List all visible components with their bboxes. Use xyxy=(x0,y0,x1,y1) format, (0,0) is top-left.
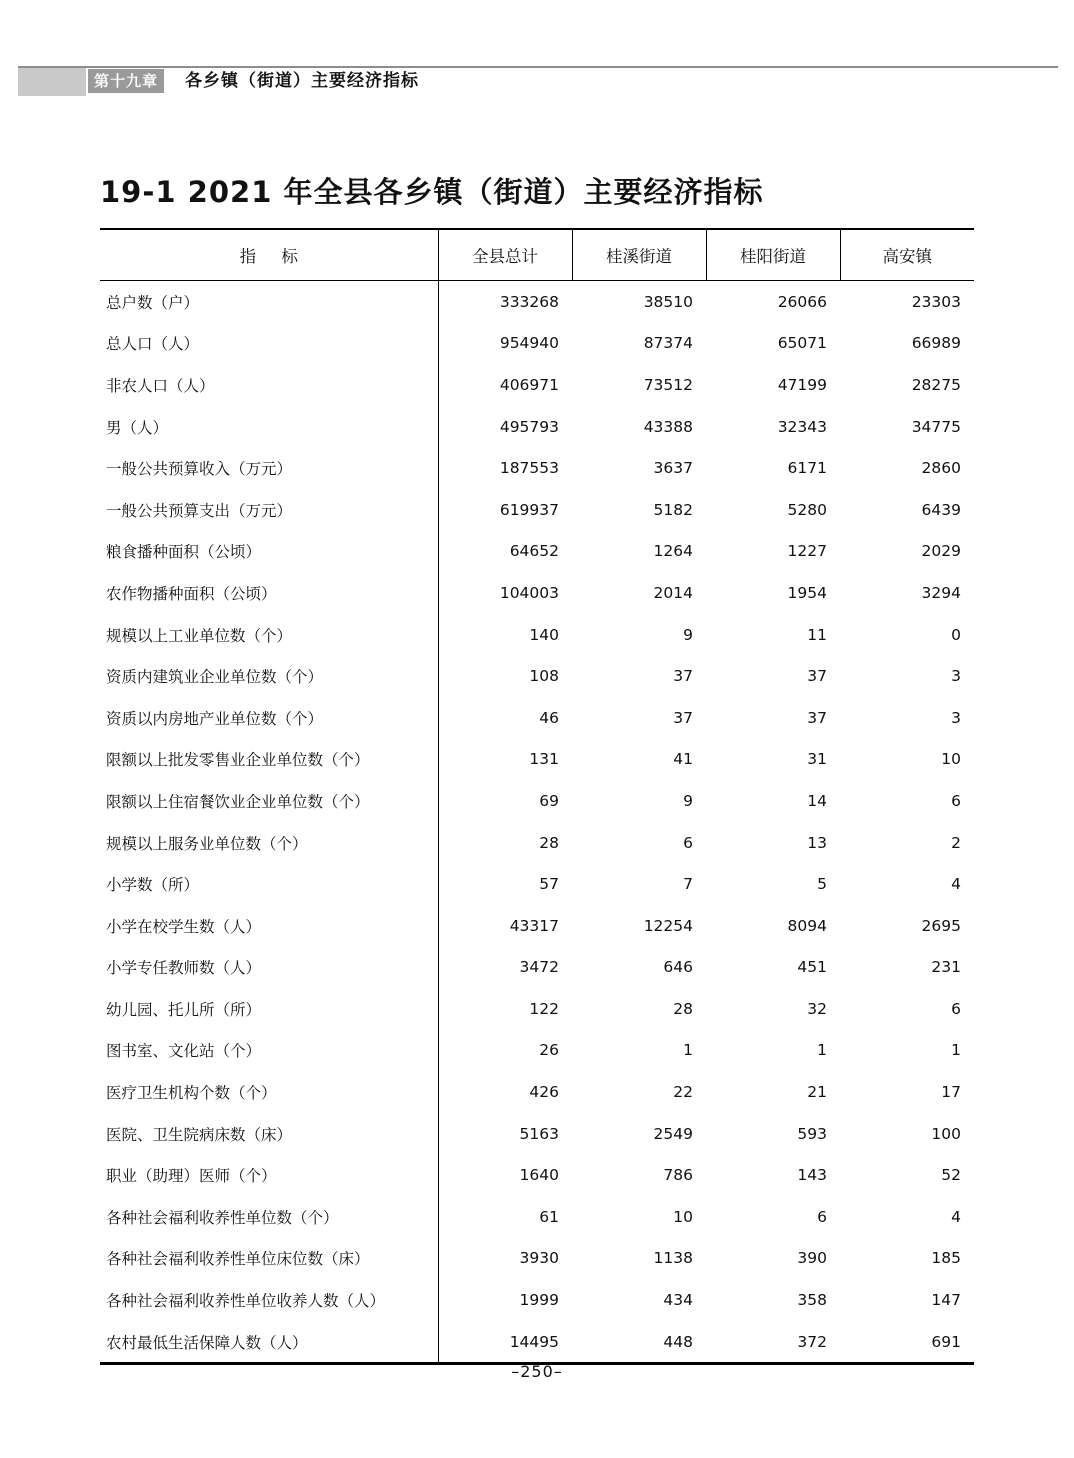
cell-value: 66989 xyxy=(911,334,961,353)
cell-value: 2 xyxy=(951,833,961,852)
cell-value: 786 xyxy=(663,1166,693,1185)
cell-value: 646 xyxy=(663,958,693,977)
column-header-gaoan: 高安镇 xyxy=(840,229,974,281)
table-row xyxy=(100,1113,974,1155)
table-row xyxy=(100,1071,974,1113)
table-row xyxy=(100,572,974,614)
cell-value: 3930 xyxy=(438,1238,572,1280)
cell-value: 6 xyxy=(683,833,693,852)
column-header-indicator: 指 标 xyxy=(239,247,308,266)
cell-value: 11 xyxy=(807,625,827,644)
table-title: 19-1 2021 年全县各乡镇（街道）主要经济指标 xyxy=(100,175,764,209)
row-label: 一般公共预算收入（万元） xyxy=(106,460,293,479)
row-label: 规模以上服务业单位数（个） xyxy=(106,834,308,853)
row-label: 规模以上工业单位数（个） xyxy=(106,626,293,645)
table-row xyxy=(100,988,974,1030)
header-divider xyxy=(18,66,1058,68)
cell-value: 593 xyxy=(797,1124,827,1143)
cell-value: 100 xyxy=(931,1124,961,1143)
table-header-row xyxy=(100,229,974,281)
cell-value: 43388 xyxy=(643,417,693,436)
cell-value: 131 xyxy=(438,739,572,781)
table-row xyxy=(100,364,974,406)
cell-value: 426 xyxy=(438,1071,572,1113)
page-number: –250– xyxy=(511,1362,563,1381)
cell-value: 448 xyxy=(663,1332,693,1351)
cell-value: 57 xyxy=(438,863,572,905)
cell-value: 143 xyxy=(797,1166,827,1185)
cell-value: 46 xyxy=(438,697,572,739)
cell-value: 32343 xyxy=(777,417,827,436)
cell-value: 28 xyxy=(673,999,693,1018)
table-row xyxy=(100,905,974,947)
row-label: 各种社会福利收养性单位数（个） xyxy=(106,1208,339,1227)
cell-value: 140 xyxy=(438,614,572,656)
cell-value: 65071 xyxy=(777,334,827,353)
row-label: 资质内建筑业企业单位数（个） xyxy=(106,668,324,687)
cell-value: 28275 xyxy=(911,375,961,394)
chapter-tag: 第十九章 xyxy=(88,69,164,93)
table-row xyxy=(100,655,974,697)
cell-value: 495793 xyxy=(438,406,572,448)
cell-value: 1138 xyxy=(653,1249,693,1268)
cell-value: 3637 xyxy=(653,459,693,478)
cell-value: 954940 xyxy=(438,323,572,365)
row-label: 农村最低生活保障人数（人） xyxy=(106,1333,308,1352)
row-label: 医疗卫生机构个数（个） xyxy=(106,1084,277,1103)
cell-value: 31 xyxy=(807,750,827,769)
table-row xyxy=(100,614,974,656)
cell-value: 10 xyxy=(941,750,961,769)
cell-value: 28 xyxy=(438,822,572,864)
cell-value: 5163 xyxy=(438,1113,572,1155)
table-header xyxy=(100,229,974,281)
cell-value: 6171 xyxy=(787,459,827,478)
cell-value: 104003 xyxy=(438,572,572,614)
cell-value: 4 xyxy=(951,1207,961,1226)
cell-value: 3294 xyxy=(921,583,961,602)
cell-value: 619937 xyxy=(438,489,572,531)
row-label: 各种社会福利收养性单位收养人数（人） xyxy=(106,1292,386,1311)
row-label: 小学专任教师数（人） xyxy=(106,959,262,978)
row-label: 总户数（户） xyxy=(106,293,200,312)
header-decoration-block xyxy=(18,68,86,96)
row-label: 农作物播种面积（公顷） xyxy=(106,584,277,603)
cell-value: 26066 xyxy=(777,292,827,311)
cell-value: 61 xyxy=(438,1196,572,1238)
cell-value: 87374 xyxy=(643,334,693,353)
row-label: 小学在校学生数（人） xyxy=(106,917,262,936)
row-label: 粮食播种面积（公顷） xyxy=(106,543,262,562)
cell-value: 5 xyxy=(817,875,827,894)
cell-value: 6 xyxy=(951,999,961,1018)
table-row xyxy=(100,697,974,739)
cell-value: 13 xyxy=(807,833,827,852)
cell-value: 372 xyxy=(797,1332,827,1351)
cell-value: 26 xyxy=(438,1030,572,1072)
cell-value: 5182 xyxy=(653,500,693,519)
cell-value: 37 xyxy=(807,667,827,686)
table-row xyxy=(100,947,974,989)
cell-value: 21 xyxy=(807,1083,827,1102)
statistics-table-wrapper xyxy=(100,228,974,1362)
column-header-county-total: 全县总计 xyxy=(438,229,572,281)
cell-value: 3 xyxy=(951,708,961,727)
table-row xyxy=(100,447,974,489)
cell-value: 358 xyxy=(797,1291,827,1310)
cell-value: 185 xyxy=(931,1249,961,1268)
table-row xyxy=(100,1154,974,1196)
cell-value: 4 xyxy=(951,875,961,894)
row-label: 各种社会福利收养性单位床位数（床） xyxy=(106,1250,370,1269)
row-label: 一般公共预算支出（万元） xyxy=(106,501,293,520)
cell-value: 1 xyxy=(951,1041,961,1060)
cell-value: 147 xyxy=(931,1291,961,1310)
cell-value: 43317 xyxy=(438,905,572,947)
table-row xyxy=(100,739,974,781)
cell-value: 12254 xyxy=(643,916,693,935)
row-label: 小学数（所） xyxy=(106,876,200,895)
cell-value: 2695 xyxy=(921,916,961,935)
cell-value: 47199 xyxy=(777,375,827,394)
cell-value: 17 xyxy=(941,1083,961,1102)
row-label: 医院、卫生院病床数（床） xyxy=(106,1125,293,1144)
cell-value: 0 xyxy=(951,625,961,644)
cell-value: 3472 xyxy=(438,947,572,989)
running-header xyxy=(0,66,1074,100)
cell-value: 1999 xyxy=(438,1279,572,1321)
cell-value: 9 xyxy=(683,625,693,644)
row-label: 总人口（人） xyxy=(106,335,200,354)
cell-value: 32 xyxy=(807,999,827,1018)
cell-value: 1227 xyxy=(787,542,827,561)
cell-value: 2860 xyxy=(921,459,961,478)
column-header-guixi: 桂溪街道 xyxy=(572,229,706,281)
cell-value: 2014 xyxy=(653,583,693,602)
cell-value: 3 xyxy=(951,667,961,686)
table-row xyxy=(100,1030,974,1072)
cell-value: 6439 xyxy=(921,500,961,519)
cell-value: 37 xyxy=(673,667,693,686)
column-header-guiyang: 桂阳街道 xyxy=(706,229,840,281)
cell-value: 14495 xyxy=(438,1321,572,1363)
cell-value: 73512 xyxy=(643,375,693,394)
row-label: 职业（助理）医师（个） xyxy=(106,1167,277,1186)
row-label: 幼儿园、托儿所（所） xyxy=(106,1000,262,1019)
cell-value: 451 xyxy=(797,958,827,977)
cell-value: 333268 xyxy=(438,281,572,323)
row-label: 图书室、文化站（个） xyxy=(106,1042,262,1061)
table-row xyxy=(100,531,974,573)
row-label: 非农人口（人） xyxy=(106,376,215,395)
table-row xyxy=(100,1196,974,1238)
cell-value: 37 xyxy=(807,708,827,727)
row-label: 限额以上批发零售业企业单位数（个） xyxy=(106,751,370,770)
table-row xyxy=(100,863,974,905)
cell-value: 231 xyxy=(931,958,961,977)
statistics-table xyxy=(100,228,974,1362)
cell-value: 69 xyxy=(438,780,572,822)
table-row xyxy=(100,281,974,323)
cell-value: 6 xyxy=(951,791,961,810)
cell-value: 64652 xyxy=(438,531,572,573)
row-label: 资质以内房地产业单位数（个） xyxy=(106,709,324,728)
cell-value: 1 xyxy=(683,1041,693,1060)
cell-value: 9 xyxy=(683,791,693,810)
cell-value: 6 xyxy=(817,1207,827,1226)
table-row xyxy=(100,1238,974,1280)
table-row xyxy=(100,1279,974,1321)
table-row xyxy=(100,822,974,864)
cell-value: 7 xyxy=(683,875,693,894)
cell-value: 8094 xyxy=(787,916,827,935)
table-row xyxy=(100,323,974,365)
cell-value: 41 xyxy=(673,750,693,769)
cell-value: 390 xyxy=(797,1249,827,1268)
cell-value: 187553 xyxy=(438,447,572,489)
cell-value: 10 xyxy=(673,1207,693,1226)
cell-value: 37 xyxy=(673,708,693,727)
cell-value: 52 xyxy=(941,1166,961,1185)
cell-value: 2549 xyxy=(653,1124,693,1143)
cell-value: 1640 xyxy=(438,1154,572,1196)
cell-value: 1954 xyxy=(787,583,827,602)
row-label: 男（人） xyxy=(106,418,169,437)
table-body xyxy=(100,281,974,1363)
cell-value: 34775 xyxy=(911,417,961,436)
table-row xyxy=(100,406,974,448)
cell-value: 406971 xyxy=(438,364,572,406)
cell-value: 5280 xyxy=(787,500,827,519)
cell-value: 122 xyxy=(438,988,572,1030)
cell-value: 2029 xyxy=(921,542,961,561)
cell-value: 22 xyxy=(673,1083,693,1102)
table-row xyxy=(100,1321,974,1363)
cell-value: 1 xyxy=(817,1041,827,1060)
table-row xyxy=(100,780,974,822)
cell-value: 434 xyxy=(663,1291,693,1310)
row-label: 限额以上住宿餐饮业企业单位数（个） xyxy=(106,792,370,811)
cell-value: 23303 xyxy=(911,292,961,311)
cell-value: 14 xyxy=(807,791,827,810)
cell-value: 38510 xyxy=(643,292,693,311)
cell-value: 1264 xyxy=(653,542,693,561)
header-title: 各乡镇（街道）主要经济指标 xyxy=(185,71,419,91)
cell-value: 108 xyxy=(438,655,572,697)
cell-value: 691 xyxy=(931,1332,961,1351)
table-row xyxy=(100,489,974,531)
